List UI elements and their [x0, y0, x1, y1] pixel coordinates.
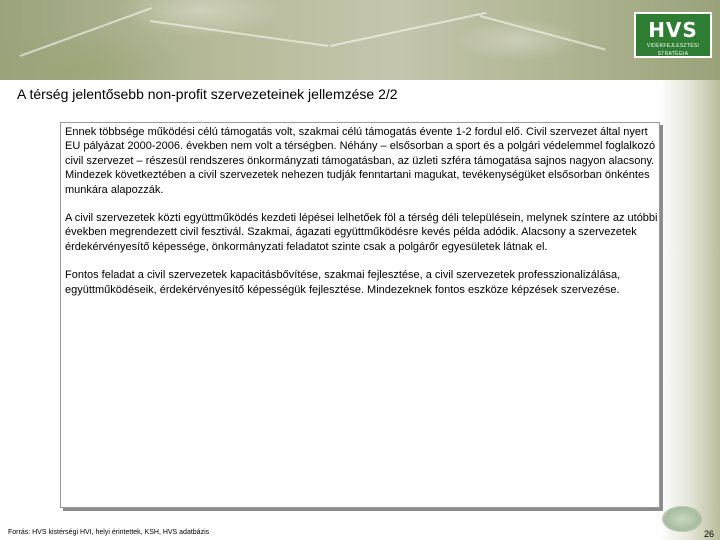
content-text-box [60, 122, 660, 508]
right-decorative-band [660, 80, 720, 540]
paragraph-cooperation: A civil szervezetek közti együttműködés kezdeti lépései lelhetőek föl a térség déli településein, melynek színtere az utóbbi években megrendezett civil fesztivál. Szakmai, ágazati együttműködésre kevés példa adódik. Alacsony a szervezetek érdekérvényesítő képessége, önkormányzati feladatot szinte csak a polgárőr egyesületek látnak el. [65, 212, 658, 253]
map-road-line [150, 20, 329, 47]
page-title: A térség jelentősebb non-profit szervezeteinek jellemzése 2/2 [17, 86, 398, 102]
map-road-line [330, 12, 487, 47]
hvs-logo [634, 12, 712, 58]
hvs-logo-subtext: VIDÉKFEJLESZTÉSI STRATÉGIA [646, 43, 700, 57]
hvs-logo-text: HVS [648, 18, 698, 42]
footer-source: Forrás: HVS kistérségi HVI, helyi érintettek, KSH, HVS adatbázis [8, 529, 210, 536]
paragraph-tasks: Fontos feladat a civil szervezetek kapacitásbővítése, szakmai fejlesztése, a civil szervezetek professzionalizálása, együttműködéseik, érdekérvényesítő képességük fejlesztése. Mindezeknek fontos eszköze képzések szervezése. [65, 269, 621, 296]
header-map-banner [0, 0, 720, 80]
page-number: 26 [704, 529, 715, 539]
map-road-line [480, 15, 606, 51]
paragraph-funding: Ennek többsége működési célú támogatás volt, szakmai célú támogatás évente 1-2 fordul elő. Civil szervezet által nyert EU pályázat 2000-2006. években nem volt a térségben. Néhány – elsősorban a sport és a polgári védelemmel foglalkozó civil szervezet – részesül rendszeres önkormányzati támogatásban, az üzleti szféra támogatása sajnos nagyon alacsony. Mindezek következtében a civil szervezetek nehezen tudják fenntartani magukat, tevékenységüket elsősorban önkéntes munkára alapozzák. [65, 126, 656, 196]
map-road-line [20, 7, 152, 57]
footer-logo-icon [662, 506, 702, 532]
